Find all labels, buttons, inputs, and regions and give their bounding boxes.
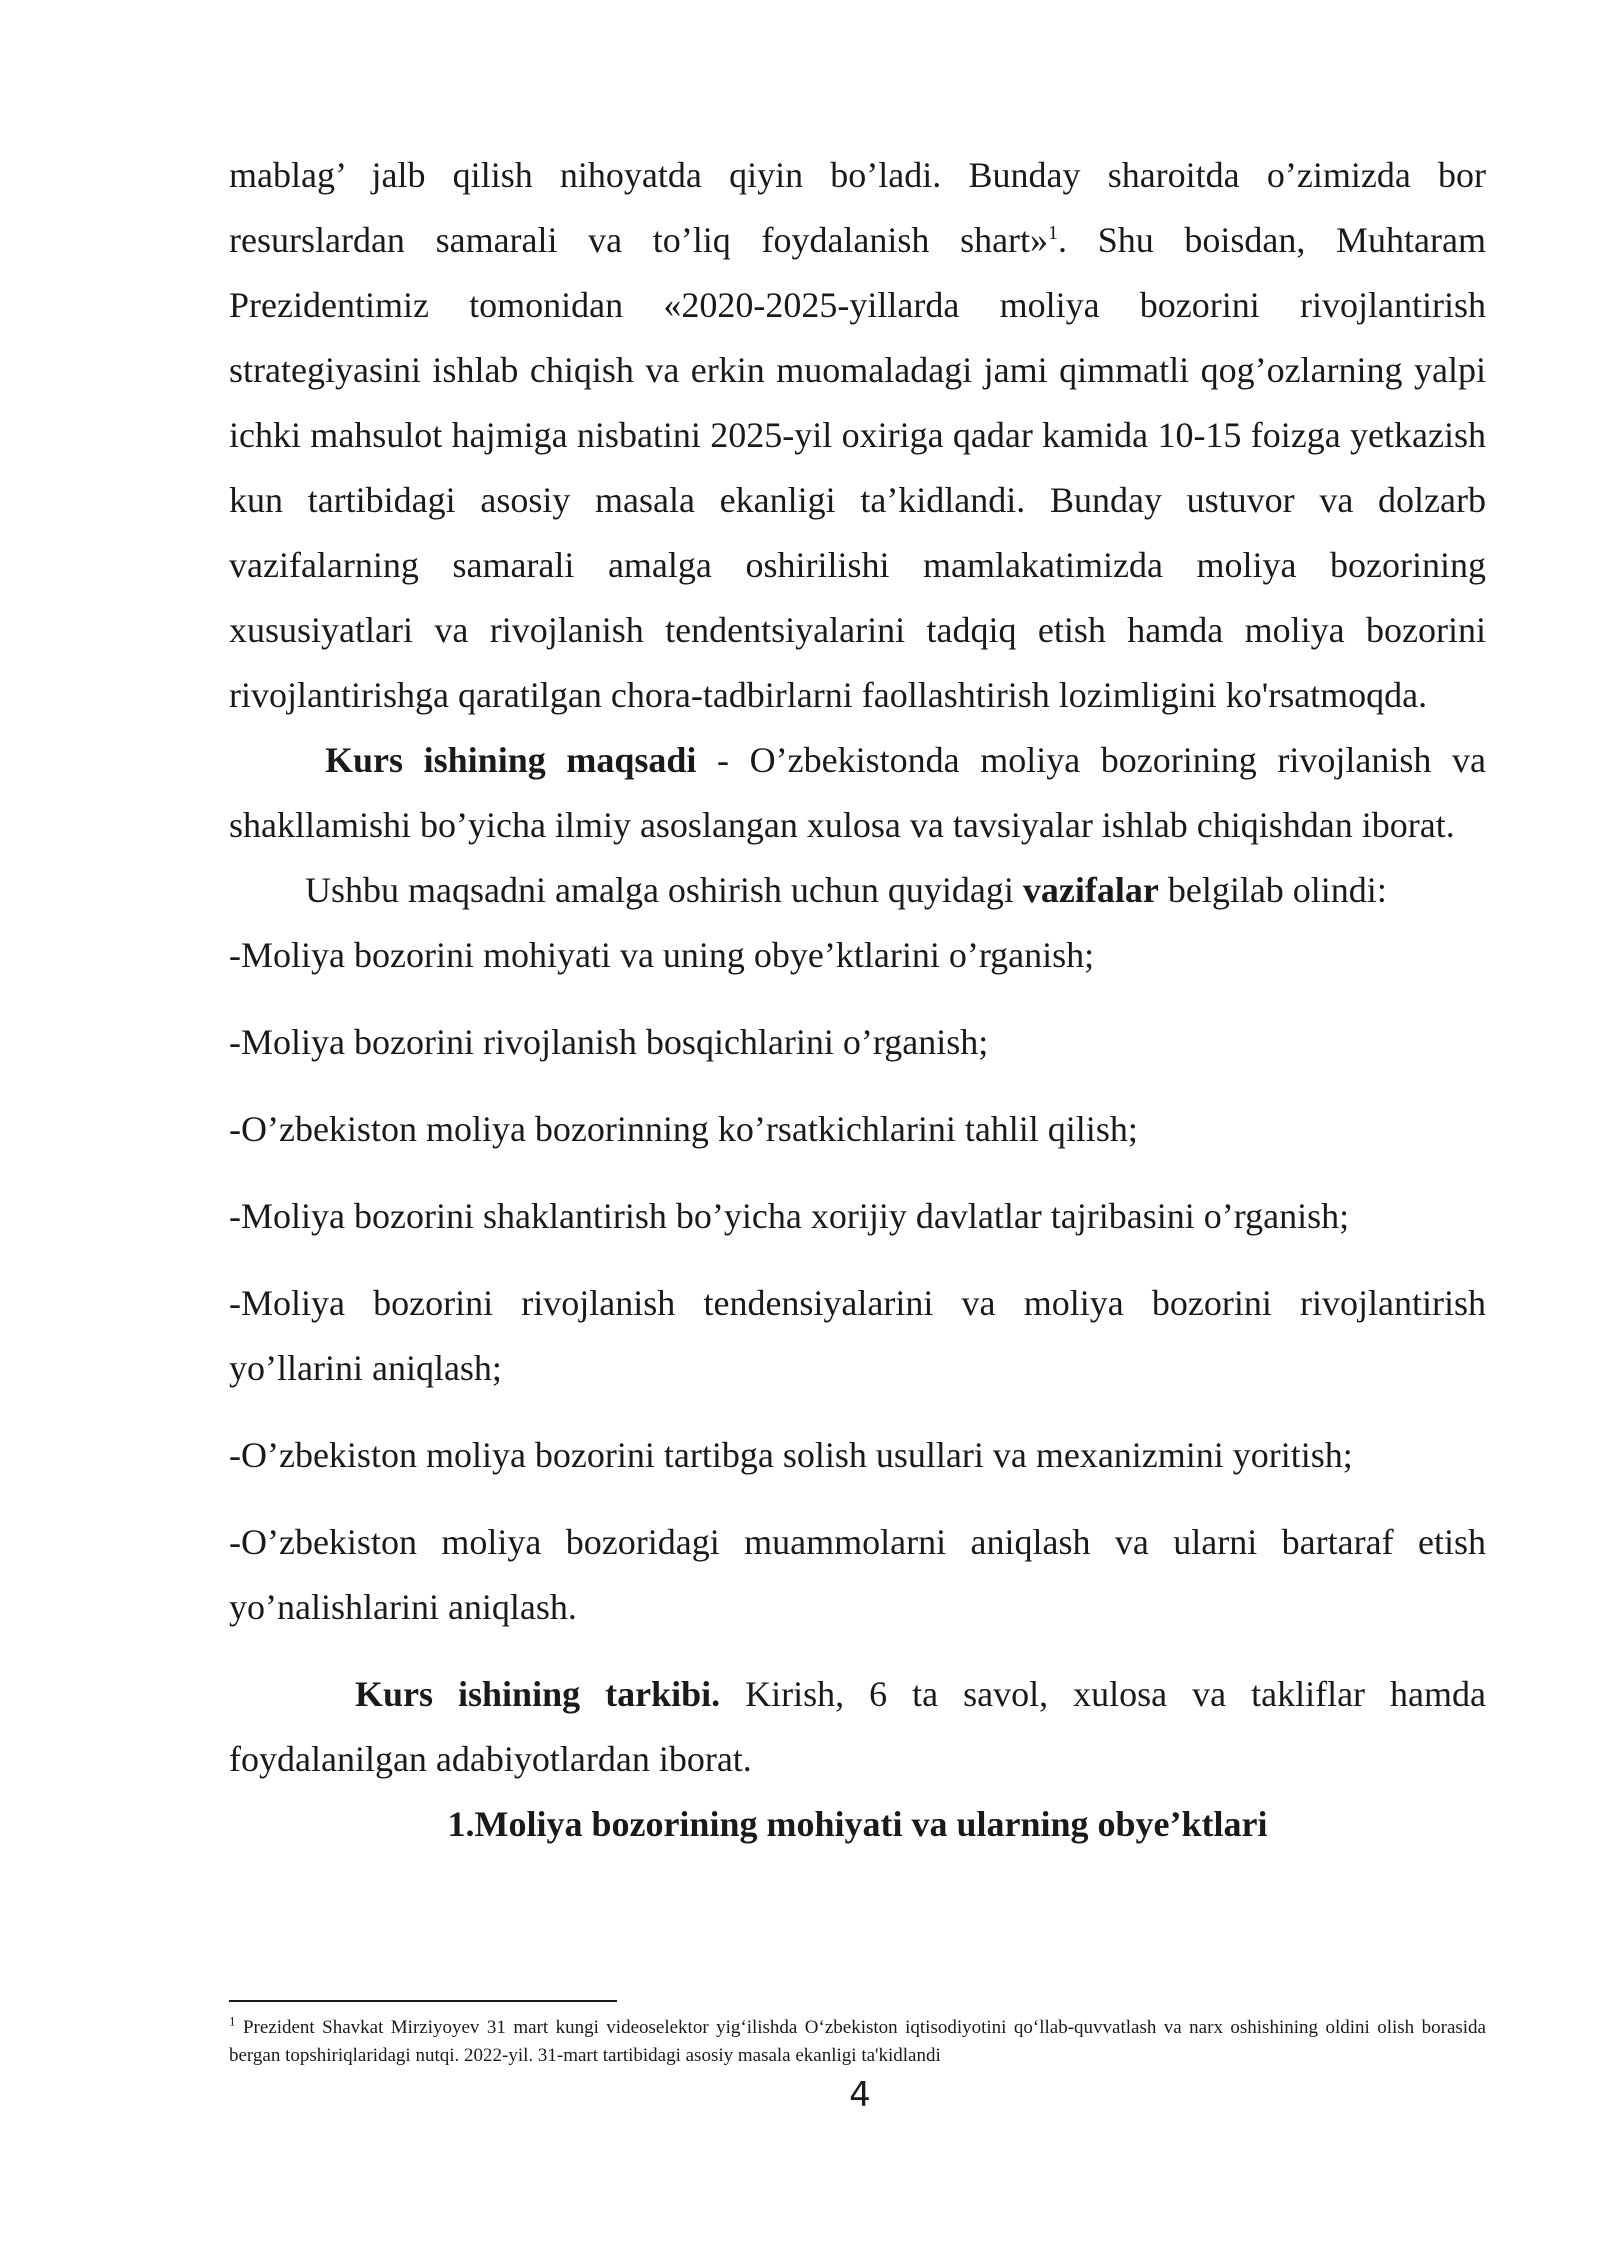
footnote — [229, 2014, 1486, 2070]
footnote-separator — [229, 2000, 617, 2002]
goal-paragraph — [229, 728, 1486, 858]
task-list-item: -Moliya bozorini shaklantirish bo’yicha xorijiy davlatlar tajribasini o’rganish; — [229, 1196, 1350, 1236]
tasks-intro-text: Ushbu maqsadni amalga oshirish uchun quyidagi — [305, 870, 1023, 910]
structure-text: Kirish, 6 ta savol, xulosa va takliflar hamda foydalanilgan adabiyotlardan iborat. — [229, 1674, 1487, 1779]
task-list-item: -Moliya bozorini rivojlanish bosqichlarini o’rganish; — [229, 1022, 989, 1062]
structure-label: Kurs ishining tarkibi. — [355, 1674, 721, 1714]
intro-text-part1: mablag’ jalb qilish nihoyatda qiyin bo’ladi. Bunday sharoitda o’zimizda bor resurslardan samarali va to’liq foydalanish shart» — [229, 155, 1486, 260]
footnote-reference[interactable]: 1 — [1048, 222, 1059, 244]
goal-label: Kurs ishining maqsadi — [325, 740, 697, 780]
structure-paragraph — [229, 1662, 1486, 1792]
footnote-text: Prezident Shavkat Mirziyoyev 31 mart kungi videoselektor yig‘ilishda O‘zbekiston iqtisodiyotini qo‘llab-quvvatlash va narx oshishining oldini olish borasida bergan topshiriqlaridagi nutqi. 2022-yil. 31-mart tartibidagi asosiy masala ekanligi ta'kidlandi — [229, 2017, 1486, 2066]
task-list-item: -O’zbekiston moliya bozorini tartibga solish usullari va mexanizmini yoritish; — [229, 1435, 1353, 1475]
intro-text-part2: . Shu boisdan, Muhtaram Prezidentimiz tomonidan «2020-2025-yillarda moliya bozorini rivojlantirish strategiyasini ishlab chiqish va erkin muomaladagi jami qimmatli qog’ozlarning yalpi ichki mahsulot hajmiga nisbatini 2025-yil oxiriga qadar kamida 10-15 foizga yetkazish kun tartibidagi asosiy masala ekanligi ta’kidlandi. Bunday ustuvor va dolzarb vazifalarning samarali amalga oshirilishi mamlakatimizda moliya bozorining xususiyatlari va rivojlanish tendentsiyalarini tadqiq etish hamda moliya bozorini rivojlantirishga qaratilgan chora-tadbirlarni faollashtirish lozimligini ko'rsatmoqda. — [229, 220, 1486, 715]
task-list-item: -Moliya bozorini rivojlanish tendensiyalarini va moliya bozorini rivojlantirish yo’llarini aniqlash; — [229, 1283, 1486, 1388]
task-list-item: -Moliya bozorini mohiyati va uning obye’ktlarini o’rganish; — [229, 935, 1095, 975]
task-list-item: -O’zbekiston moliya bozorinning ko’rsatkichlarini tahlil qilish; — [229, 1109, 1138, 1149]
tasks-intro-end: belgilab olindi: — [1158, 870, 1387, 910]
page-number: 4 — [849, 2075, 871, 2115]
footnote-marker: 1 — [229, 2013, 236, 2029]
goal-text: - O’zbekistonda moliya bozorining rivojlanish va shakllamishi bo’yicha ilmiy asoslangan xulosa va tavsiyalar ishlab chiqishdan iborat. — [229, 740, 1486, 845]
section-heading: 1.Moliya bozorining mohiyati va ularning obye’ktlari — [447, 1804, 1268, 1844]
tasks-keyword: vazifalar — [1022, 870, 1159, 910]
tasks-intro-paragraph — [229, 858, 1486, 923]
task-list-item: -O’zbekiston moliya bozoridagi muammolarni aniqlash va ularni bartaraf etish yo’nalishlarini aniqlash. — [229, 1522, 1486, 1627]
page-body — [229, 143, 1486, 1857]
intro-paragraph — [229, 143, 1486, 728]
